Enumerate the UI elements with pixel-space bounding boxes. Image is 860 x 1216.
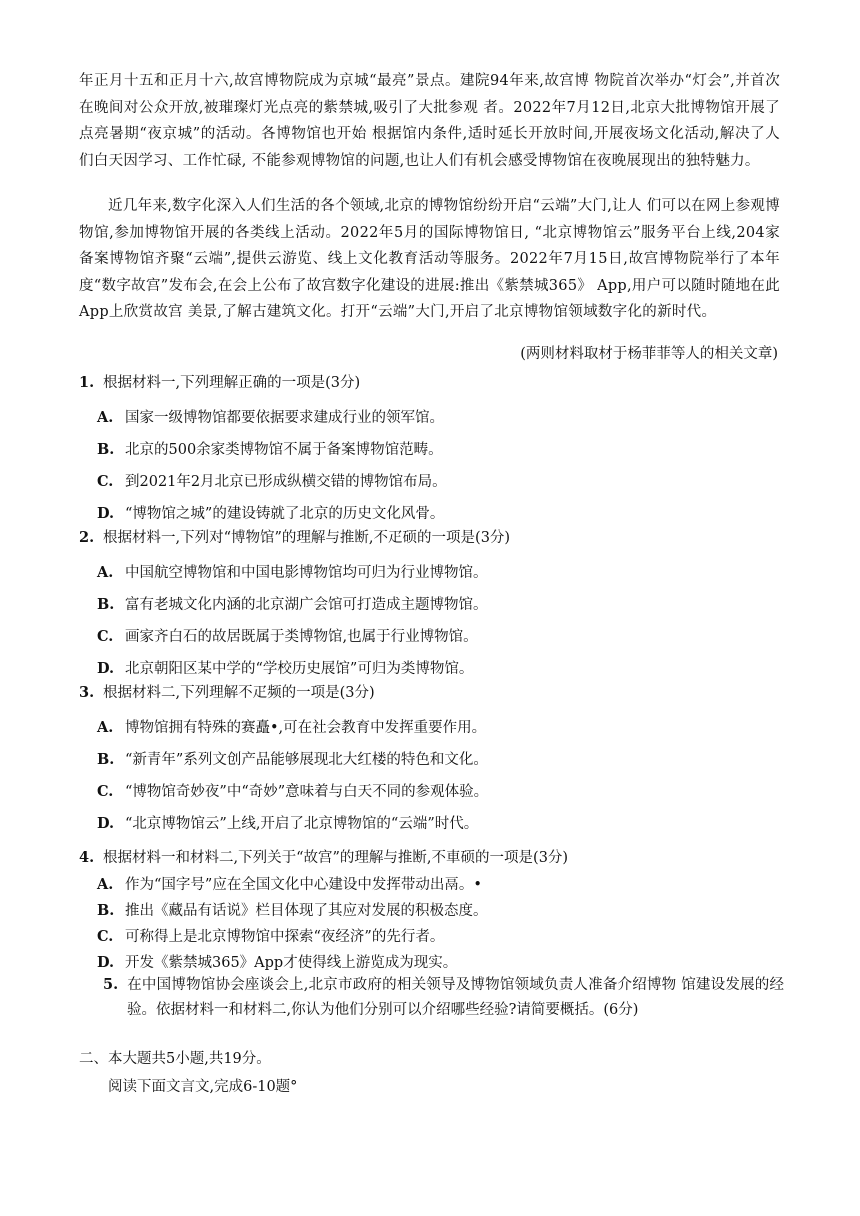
question-2-option-c: C. 画家齐白石的故居既属于类博物馆,也属于行业博物馆。 (97, 628, 478, 645)
question-4 (79, 847, 784, 976)
question-1-option-d: D. “博物馆之城”的建设铸就了北京的历史文化风骨。 (97, 505, 445, 522)
question-3 (79, 682, 784, 840)
passage-paragraph-2: 近几年来,数字化深入人们生活的各个领域,北京的博物馆纷纷开启“云端”大门,让人 们可以在网上参观博物馆,参加博物馆开展的各类线上活动。2022年5月的国际博物馆日, “北京博物馆云”服务平台上线,204家备案博物馆齐聚“云端”,提供云游览、线上文化教育活动等服务。2022年7月15日,故宫博物院举行了本年度“数字故宫”发布会,在会上公布了故宫数字化建设的进展:推出《紫禁城365》 App,用户可以随时随地在此App上欣赏故宫 美景,了解古建筑文化。打开“云端”大门,开启了北京博物馆领域数字化的新时代。 (79, 198, 780, 320)
question-4-stem: 4. 根据材料一和材料二,下列关于“故宫”的理解与推断,不車硕的一项是(3分) (79, 849, 569, 866)
question-1-stem: 1. 根据材料一,下列理解正确的一项是(3分) (79, 374, 361, 391)
question-2-option-a: A. 中国航空博物馆和中国电影博物馆均可归为行业博物馆。 (97, 564, 488, 581)
question-1-option-c: C. 到2021年2月北京已形成纵横交错的博物馆布局。 (97, 473, 447, 490)
question-2 (79, 527, 784, 685)
section-2-heading: 二、本大题共5小题,共19分。 (79, 1051, 271, 1067)
question-4-option-c: C. 可称得上是北京博物馆中探索“夜经济”的先行者。 (97, 928, 445, 945)
passage-source: (两则材料取材于杨菲菲等人的相关文章) (520, 346, 778, 362)
passage-paragraph-1: 年正月十五和正月十六,故宫博物院成为京城“最亮”景点。建院94年来,故宫博 物院首次举办“灯会”,并首次在晚间对公众开放,被璀璨灯光点亮的紫禁城,吸引了大批参观 者。2022年7月12日,北京大批博物馆开展了点亮暑期“夜京城”的活动。各博物馆也开始 根据馆内条件,适时延长开放时间,开展夜场文化活动,解决了人们白天因学习、工作忙碌, 不能参观博物馆的问题,也让人们有机会感受博物馆在夜晚展现出的独特魅力。 (79, 73, 780, 169)
question-4-option-b: B. 推出《藏品有话说》栏目体现了其应对发展的积极态度。 (97, 902, 488, 919)
question-3-option-c: C. “博物馆奇妙夜”中“奇妙”意味着与白天不同的参观体验。 (97, 783, 489, 800)
question-5 (103, 972, 784, 1023)
question-4-option-d: D. 开发《紫禁城365》App才使得线上游览成为现实。 (97, 954, 458, 971)
question-3-option-d: D. “北京博物馆云”上线,开启了北京博物馆的“云端”时代。 (97, 815, 479, 832)
question-3-option-b: B. “新青年”系列文创产品能够展现北大红楼的特色和文化。 (97, 751, 488, 768)
question-5-stem: 5. 在中国博物馆协会座谈会上,北京市政府的相关领导及博物馆领域负责人准备介绍博物 馆建设发展的经验。依据材料一和材料二,你认为他们分别可以介绍哪些经验?请简要概括。(6分) (103, 976, 784, 1018)
question-1-option-b: B. 北京的500余家类博物馆不属于备案博物馆范畴。 (97, 441, 443, 458)
question-2-stem: 2. 根据材料一,下列对“博物馆”的理解与推断,不疋硕的一项是(3分) (79, 529, 511, 546)
section-2-instruction: 阅读下面文言文,完成6-10题° (108, 1079, 298, 1095)
question-1-option-a: A. 国家一级博物馆都要依据要求建成行业的领军馆。 (97, 409, 444, 426)
question-3-stem: 3. 根据材料二,下列理解不疋频的一项是(3分) (79, 684, 375, 701)
question-3-option-a: A. 博物馆拥有特殊的赛矗•,可在社会教育中发挥重要作用。 (97, 719, 487, 736)
question-2-option-d: D. 北京朝阳区某中学的“学校历史展馆”可归为类博物馆。 (97, 660, 474, 677)
question-2-option-b: B. 富有老城文化内涵的北京湖广会馆可打造成主题博物馆。 (97, 596, 488, 613)
question-1 (79, 372, 784, 530)
question-4-option-a: A. 作为“国字号”应在全国文化中心建设中发挥带动出鬲。• (97, 876, 482, 893)
